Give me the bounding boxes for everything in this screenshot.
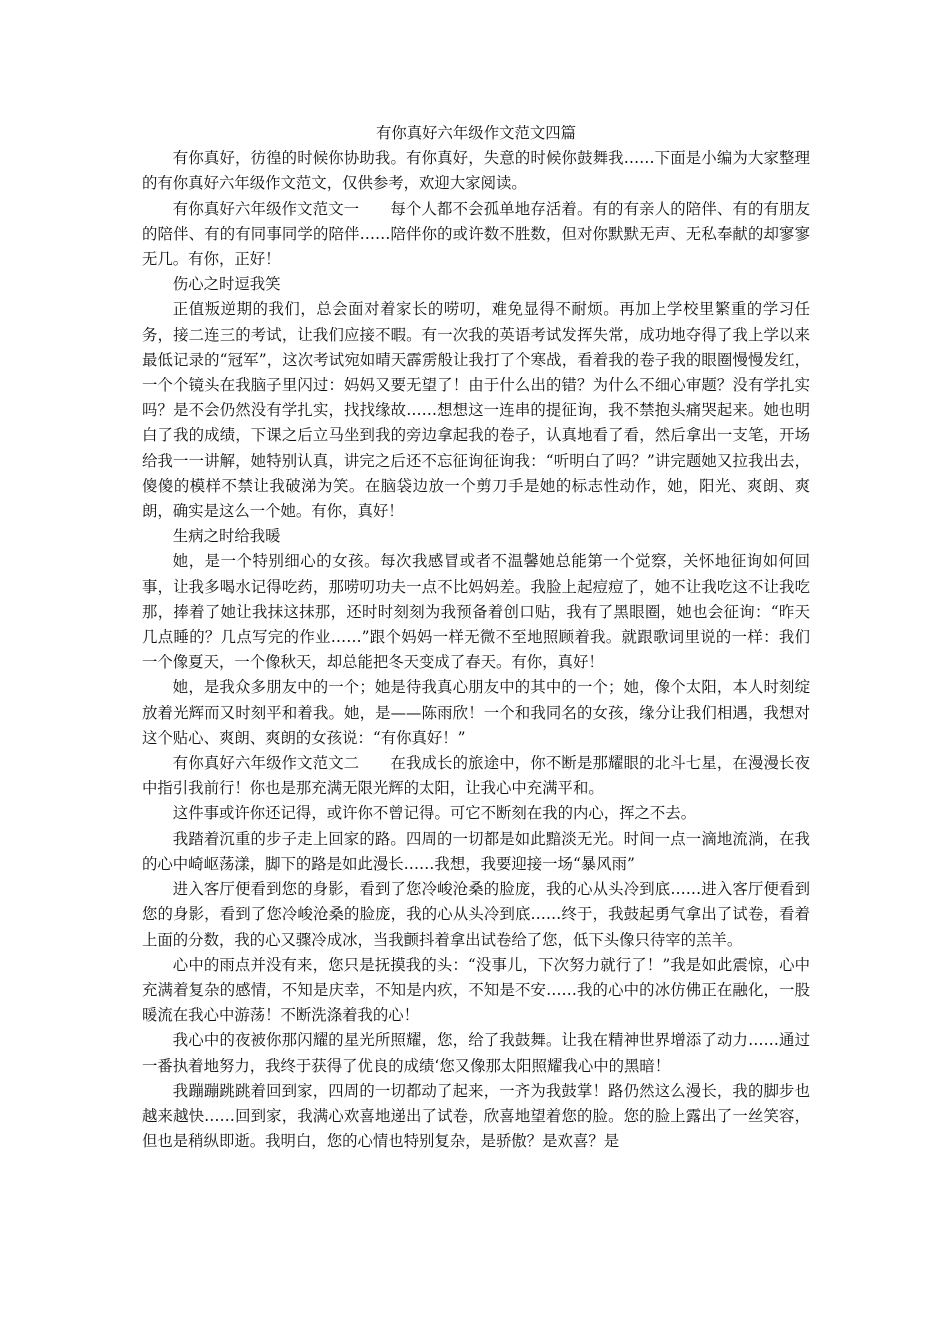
paragraph-comfort: 心中的雨点并没有来，您只是抚摸我的头：“没事儿，下次努力就行了！”我是如此震惊，心中充满着复杂的感情，不知是庆幸，不知是内疚，不知是不安……我的心中的冰仿佛正在融化，一股暖流在我心中游荡！不断洗涤着我的心！	[142, 955, 810, 1025]
paragraph-living-room: 进入客厅便看到您的身影，看到了您冷峻沧桑的脸庞，我的心从头冷到底……进入客厅便看到您的身影，看到了您冷峻沧桑的脸庞，我的心从头冷到底……终于，我鼓起勇气拿出了试卷，看着上面的分数，我的心又骤冷成冰，当我颤抖着拿出试卷给了您，低下头像只待宰的羔羊。	[142, 880, 810, 949]
paragraph-encouragement: 我心中的夜被你那闪耀的星光所照耀，您，给了我鼓舞。让我在精神世界增添了动力……通过一番执着地努力，我终于获得了优良的成绩‘您又像那太阳照耀我心中的黑暗！	[142, 1031, 810, 1075]
document-page	[142, 121, 810, 1154]
paragraph-intro: 有你真好，彷徨的时候你协助我。有你真好，失意的时候你鼓舞我……下面是小编为大家整理的有你真好六年级作文范文，仅供参考，欢迎大家阅读。	[142, 149, 810, 193]
paragraph-memory: 这件事或许你还记得，或许你不曾记得。可它不断刻在我的内心，挥之不去。	[172, 804, 697, 823]
paragraph-walk-home: 我踏着沉重的步子走上回家的路。四周的一切都是如此黯淡无光。时间一点一滴地流淌，在我的心中崎岖荡漾，脚下的路是如此漫长……我想，我要迎接一场“暴风雨”	[142, 829, 810, 873]
paragraph-return-home: 我蹦蹦跳跳着回到家，四周的一切都动了起来，一齐为我鼓掌！路仍然这么漫长，我的脚步也越来越快……回到家，我满心欢喜地递出了试卷，欣喜地望着您的脸。您的脸上露出了一丝笑容，但也是稍纵即逝。我明白，您的心情也特别复杂，是骄傲？是欢喜？是	[142, 1081, 810, 1151]
section-heading-sad-times: 伤心之时逗我笑	[172, 275, 281, 294]
paragraph-essay-two-opening: 有你真好六年级作文范文二 在我成长的旅途中，你不断是那耀眼的北斗七星，在漫漫长夜中指引我前行！你也是那充满无限光辉的太阳，让我心中充满平和。	[142, 754, 810, 798]
paragraph-friend-name: 她，是我众多朋友中的一个；她是待我真心朋友中的其中的一个；她，像个太阳，本人时刻绽放着光辉而又时刻平和着我。她，是——陈雨欣！一个和我同名的女孩，缘分让我们相遇，我想对这个贴心、爽朗、爽朗的女孩说：“有你真好！”	[142, 678, 810, 747]
document-title: 有你真好六年级作文范文四篇	[375, 124, 577, 142]
section-heading-sick-times: 生病之时给我暖	[172, 527, 281, 546]
paragraph-caring-friend: 她，是一个特别细心的女孩。每次我感冒或者不温馨她总能第一个觉察，关怀地征询如何回事，让我多喝水记得吃药，那唠叨功夫一点不比妈妈差。我脸上起痘痘了，她不让我吃这不让我吃那，捧着了她让我抹这抹那，还时时刻刻为我预备着创口贴，我有了黑眼圈，她也会征询：“昨天几点睡的？几点写完的作业……”跟个妈妈一样无微不至地照顾着我。就跟歌词里说的一样：我们一个像夏天，一个像秋天，却总能把冬天变成了春天。有你，真好！	[142, 552, 810, 672]
paragraph-exam-story: 正值叛逆期的我们，总会面对着家长的唠叨，难免显得不耐烦。再加上学校里繁重的学习任务，接二连三的考试，让我们应接不暇。有一次我的英语考试发挥失常，成功地夺得了我上学以来最低记录的“冠军”，这次考试宛如晴天霹雳般让我打了个寒战，看着我的卷子我的眼圈慢慢发红，一个个镜头在我脑子里闪过：妈妈又要无望了！由于什么出的错？为什么不细心审题？没有学扎实吗？是不会仍然没有学扎实，找找缘故……想想这一连串的提征询，我不禁抱头痛哭起来。她也明白了我的成绩，下课之后立马坐到我的旁边拿起我的卷子，认真地看了看，然后拿出一支笔，开场给我一一讲解，她特别认真，讲完之后还不忘征询征询我：“听明白了吗？”讲完题她又拉我出去，傻傻的模样不禁让我破涕为笑。在脑袋边放一个剪刀手是她的标志性动作，她，阳光、爽朗、爽朗，确实是这么一个她。有你，真好！	[142, 300, 810, 521]
paragraph-essay-one-opening: 有你真好六年级作文范文一 每个人都不会孤单地存活着。有的有亲人的陪伴、有的有朋友的陪伴、有的有同事同学的陪伴……陪伴你的或许数不胜数，但对你默默无声、无私奉献的却寥寥无几。有你，正好！	[142, 199, 810, 269]
